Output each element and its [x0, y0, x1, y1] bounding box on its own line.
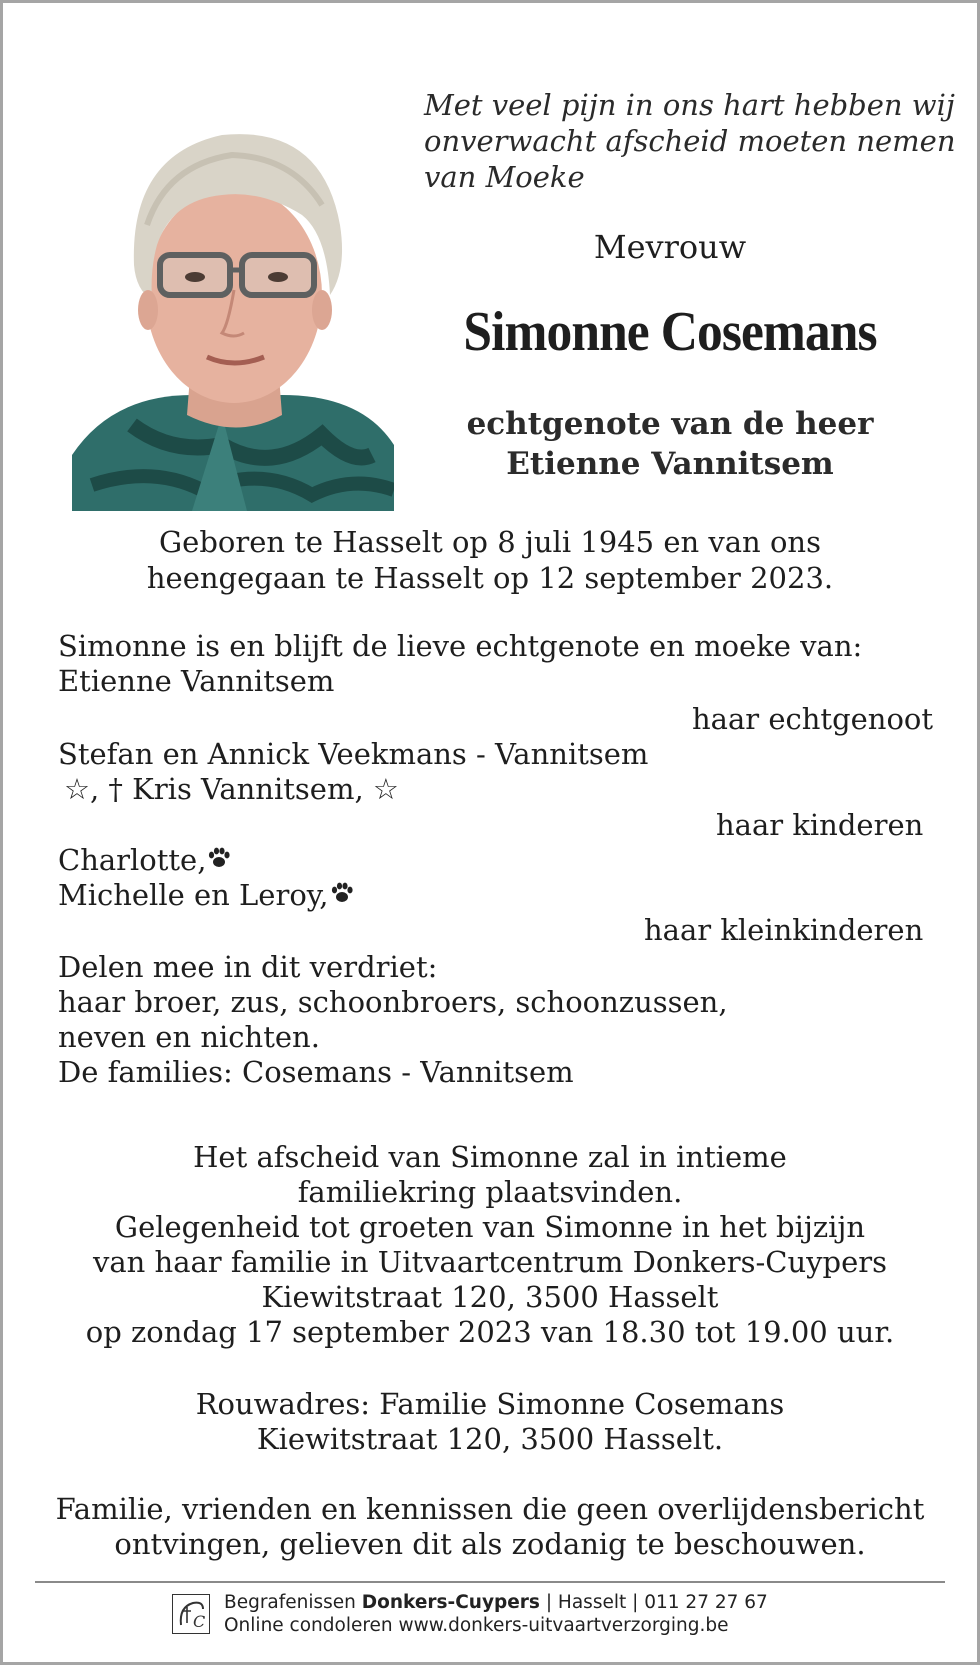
deceased-name: Simonne Cosemans	[463, 301, 877, 363]
svg-text:C: C	[193, 1612, 206, 1631]
birth-death-info	[0, 524, 980, 596]
intro-text	[424, 87, 956, 195]
farewell-line: familiekring plaatsvinden.	[297, 1175, 683, 1209]
children-line: ☆, † Kris Vannitsem, ☆	[64, 772, 399, 806]
address-line: Kiewitstraat 120, 3500 Hasselt.	[256, 1422, 724, 1456]
farewell-line: op zondag 17 september 2023 van 18.30 tot 19.00 uur.	[85, 1315, 895, 1349]
mourning-address	[0, 1387, 980, 1457]
intro-line: onverwacht afscheid moeten nemen	[424, 124, 956, 158]
spouse-line: echtgenote van de heer	[466, 406, 874, 442]
footer-online[interactable]: Online condoleren www.donkers-uitvaartverzorging.be	[224, 1615, 729, 1636]
paw-icon	[331, 878, 353, 913]
family-intro: Simonne is en blijft de lieve echtgenote en moeke van:	[58, 629, 863, 663]
children-line: Stefan en Annick Veekmans - Vannitsem	[58, 737, 649, 771]
paw-icon	[208, 843, 230, 878]
grandchild	[58, 878, 353, 913]
spouse-info	[420, 404, 920, 484]
footer-location-phone: | Hasselt | 011 27 27 67	[539, 1592, 768, 1613]
address-line: Rouwadres: Familie Simonne Cosemans	[195, 1387, 785, 1421]
farewell-line: Gelegenheid tot groeten van Simonne in het bijzijn	[114, 1210, 866, 1244]
footer	[172, 1590, 768, 1638]
share-line: De families: Cosemans - Vannitsem	[58, 1055, 574, 1089]
farewell-info	[0, 1140, 980, 1350]
notice-line: ontvingen, gelieven dit als zodanig te beschouwen.	[114, 1527, 866, 1561]
share-title: Delen mee in dit verdriet:	[58, 950, 438, 984]
funeral-logo	[172, 1594, 210, 1634]
footer-text	[224, 1591, 768, 1637]
grandchild	[58, 843, 230, 878]
spouse-name: Etienne Vannitsem	[506, 446, 834, 482]
honorific: Mevrouw	[593, 228, 747, 266]
share-line: haar broer, zus, schoonbroers, schoonzussen,	[58, 985, 728, 1019]
grandchildren-role: haar kleinkinderen	[644, 913, 924, 947]
notice-line: Familie, vrienden en kennissen die geen overlijdensbericht	[55, 1492, 925, 1526]
husband-name: Etienne Vannitsem	[58, 664, 335, 698]
farewell-line: Kiewitstraat 120, 3500 Hasselt	[261, 1280, 719, 1314]
intro-line: Met veel pijn in ons hart hebben wij	[424, 88, 955, 122]
portrait-photo	[72, 95, 394, 511]
children-role: haar kinderen	[716, 808, 924, 842]
footer-company: Donkers-Cuypers	[361, 1592, 540, 1613]
farewell-line: Het afscheid van Simonne zal in intieme	[193, 1140, 787, 1174]
intro-line: van Moeke	[424, 160, 585, 194]
grandchild-name: Charlotte,	[58, 843, 207, 877]
portrait-illustration	[72, 95, 394, 511]
footer-prefix: Begrafenissen	[224, 1592, 362, 1613]
notice	[0, 1492, 980, 1562]
farewell-line: van haar familie in Uitvaartcentrum Donkers-Cuypers	[92, 1245, 888, 1279]
birth-line: Geboren te Hasselt op 8 juli 1945 en van ons	[159, 525, 821, 559]
footer-divider	[35, 1581, 945, 1583]
grandchild-name: Michelle en Leroy,	[58, 878, 329, 912]
death-line: heengegaan te Hasselt op 12 september 2023.	[146, 561, 834, 595]
share-line: neven en nichten.	[58, 1020, 320, 1054]
husband-role: haar echtgenoot	[692, 702, 934, 736]
